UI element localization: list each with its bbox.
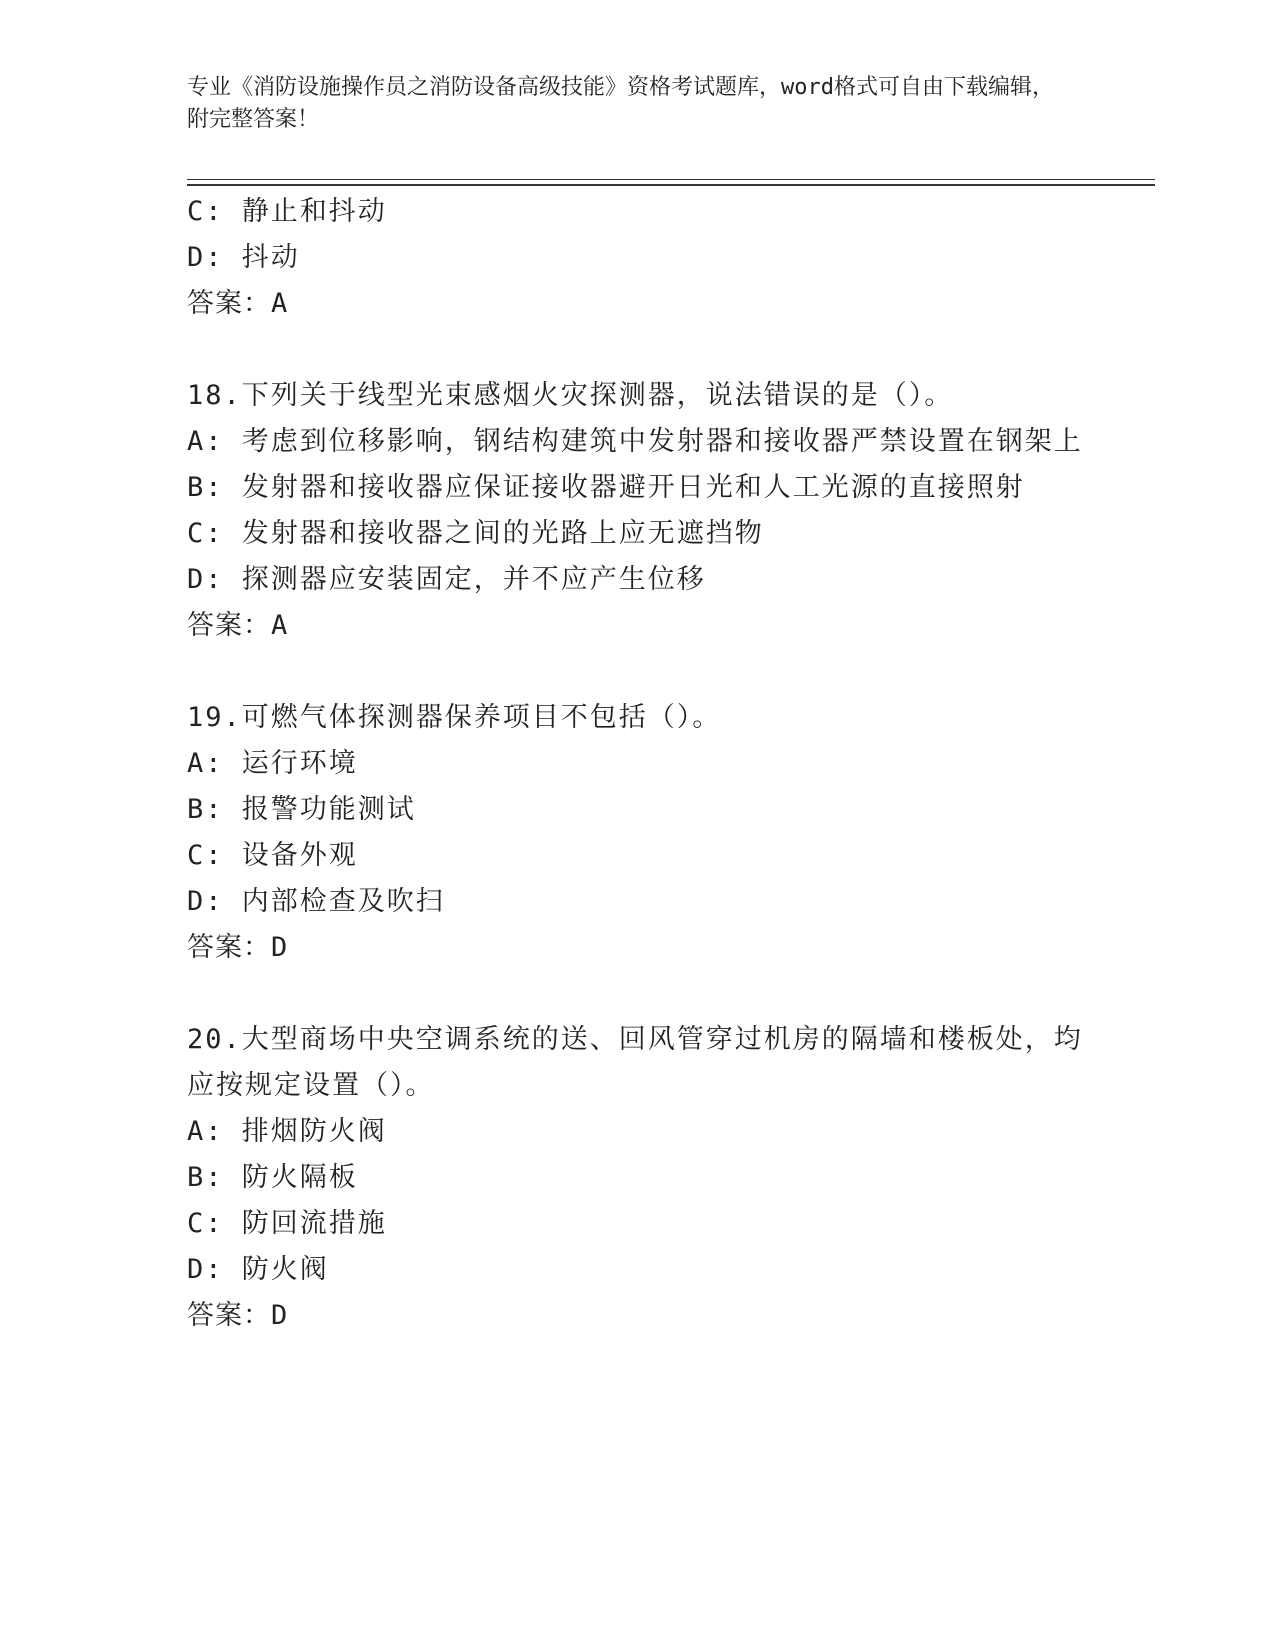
answer: 答案：D — [187, 932, 289, 963]
option-b: B: 防火隔板 — [187, 1162, 358, 1193]
option-d: D: 抖动 — [187, 242, 300, 273]
option-d: D: 防火阀 — [187, 1254, 329, 1285]
question-continuation — [187, 189, 1087, 327]
question-list — [187, 189, 1087, 1339]
option-c: C: 发射器和接收器之间的光路上应无遮挡物 — [187, 518, 764, 549]
option-d: D: 内部检查及吹扫 — [187, 886, 445, 917]
header-divider-thin — [187, 179, 1155, 180]
answer: 答案：A — [187, 610, 289, 641]
question-18 — [187, 373, 1087, 649]
option-a: A: 排烟防火阀 — [187, 1116, 387, 1147]
option-c: C: 静止和抖动 — [187, 196, 387, 227]
answer: 答案：A — [187, 288, 289, 319]
option-b: B: 报警功能测试 — [187, 794, 416, 825]
question-stem: 18.下列关于线型光束感烟火灾探测器，说法错误的是（）。 — [187, 380, 954, 411]
answer: 答案：D — [187, 1300, 289, 1331]
option-b: B: 发射器和接收器应保证接收器避开日光和人工光源的直接照射 — [187, 472, 1025, 503]
question-19 — [187, 695, 1087, 971]
question-stem: 19.可燃气体探测器保养项目不包括（）。 — [187, 702, 722, 733]
question-20 — [187, 1017, 1087, 1339]
option-c: C: 设备外观 — [187, 840, 358, 871]
question-stem: 20.大型商场中央空调系统的送、回风管穿过机房的隔墙和楼板处，均应按规定设置（）。 — [187, 1024, 1083, 1101]
option-a: A: 运行环境 — [187, 748, 358, 779]
option-c: C: 防回流措施 — [187, 1208, 387, 1239]
option-d: D: 探测器应安装固定，并不应产生位移 — [187, 564, 706, 595]
header-divider-thick — [187, 184, 1155, 186]
document-header: 专业《消防设施操作员之消防设备高级技能》资格考试题库，word格式可自由下载编辑，附完整答案！ — [187, 75, 1054, 132]
option-a: A: 考虑到位移影响，钢结构建筑中发射器和接收器严禁设置在钢架上 — [187, 426, 1083, 457]
